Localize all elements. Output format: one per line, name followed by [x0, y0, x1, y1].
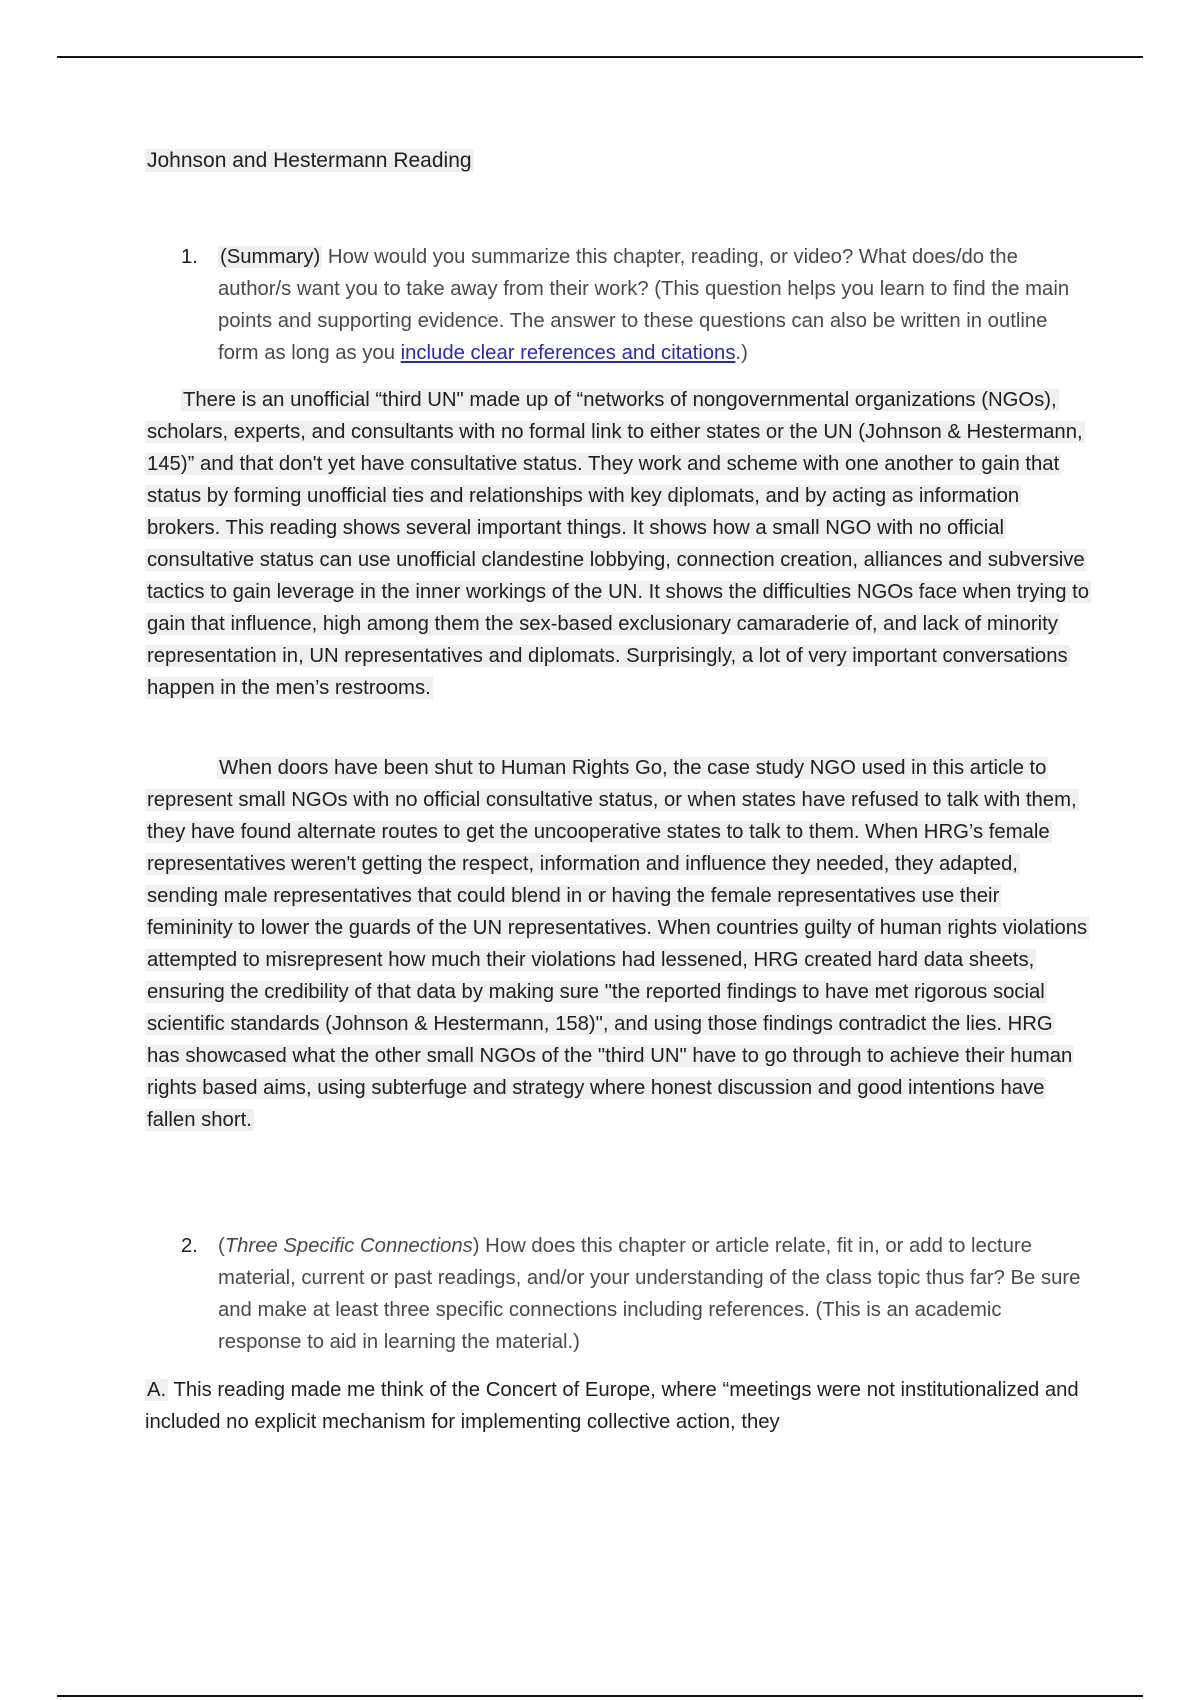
- summary-paragraph-2-text: When doors have been shut to Human Rights Go, the case study NGO used in this article to represent small NGOs with no official consultative status, or when states have refused to talk with them, they have found alternate routes to get the uncooperative states to talk to them. When HRG’s female representatives weren't getting the respect, information and influence they needed, they adapted, sending male representatives that could blend in or having the female representatives use their femininity to lower the guards of the UN representatives. When countries guilty of human rights violations attempted to misrepresent how much their violations had lessened, HRG created hard data sheets, ensuring the credibility of that data by making sure "the reported findings to have met rigorous social scientific standards (Johnson & Hestermann, 158)", and using those findings contradict the lies. HRG has showcased what the other small NGOs of the "third UN" have to go through to achieve their human rights based aims, using subterfuge and strategy where honest discussion and good intentions have fallen short.: [147, 757, 1088, 1131]
- summary-paragraph-1-text: There is an unofficial “third UN" made up of “networks of nongovernmental organizations (NGOs), scholars, experts, and consultants with no formal link to either states or the UN (Johnson & Hestermann, 145)” and that don't yet have consultative status. They work and scheme with one another to gain that status by forming unofficial ties and relationships with key diplomats, and by acting as information brokers. This reading shows several important things. It shows how a small NGO with no official consultative status can use unofficial clandestine lobbying, connection creation, alliances and subversive tactics to gain leverage in the inner workings of the UN. It shows the difficulties NGOs face when trying to gain that influence, high among them the sex-based exclusionary camaraderie of, and lack of minority representation in, UN representatives and diplomats. Surprisingly, a lot of very important conversations happen in the men’s restrooms.: [147, 389, 1090, 699]
- document-title: [145, 146, 474, 176]
- question-body-end: .): [735, 342, 748, 364]
- question-body: How does this chapter or article relate, fit in, or add to lecture material, current or past readings, and/or your understanding of the class topic thus far? Be sure and make at least three specific connections including references. (This is an academic response to aid in learning the material.): [218, 1235, 1081, 1353]
- footer-rule: [57, 1695, 1143, 1697]
- question-text: [218, 1230, 1086, 1358]
- header-rule: [57, 56, 1143, 58]
- question-number: 1.: [181, 246, 198, 268]
- connection-a-label: A.: [147, 1379, 167, 1401]
- question-lead-close: ): [472, 1235, 480, 1257]
- question-text: [218, 241, 1086, 369]
- question-1: [181, 241, 1086, 369]
- summary-paragraph-1: [145, 384, 1090, 704]
- question-2: [181, 1230, 1086, 1358]
- question-lead: (Summary): [220, 246, 321, 268]
- question-body: How would you summarize this chapter, reading, or video? What does/do the author/s want you to take away from their work? (This question helps you learn to find the main points and supporting evidence. The answer to these questions can also be written in outline form as long as you: [218, 246, 1070, 364]
- document-title-text: Johnson and Hestermann Reading: [147, 149, 472, 172]
- citations-link[interactable]: include clear references and citations: [400, 342, 736, 364]
- connection-a-paragraph: [145, 1374, 1090, 1438]
- question-lead-italic: Three Specific Connections: [224, 1235, 473, 1257]
- connection-a-text: This reading made me think of the Concert of Europe, where “meetings were not institutionalized and included no explicit mechanism for implementing collective action, they: [145, 1379, 1079, 1433]
- question-lead-open: (: [218, 1235, 225, 1257]
- question-number: 2.: [181, 1235, 198, 1257]
- summary-paragraph-2: [145, 752, 1090, 1136]
